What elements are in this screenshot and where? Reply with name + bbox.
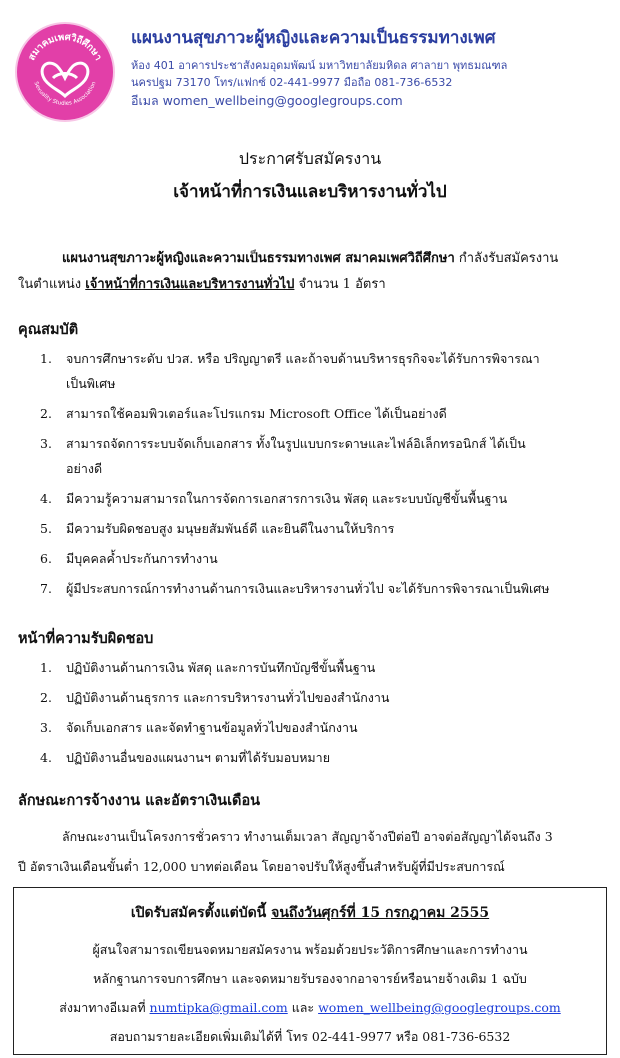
list-item: 3. สามารถจัดการระบบจัดเก็บเอกสาร ทั้งในรูปแบบกระดาษและไฟล์อิเล็กทรอนิกส์ ได้เป็น อย่างดี — [40, 436, 526, 476]
employment-paragraph — [18, 822, 603, 882]
logo-text-bottom: Sexuality Studies Association — [32, 81, 98, 107]
apply-line-2: หลักฐานการจบการศึกษา และจดหมายรับรองจากอาจารย์หรือนายจ้างเดิม 1 ฉบับ — [93, 971, 527, 986]
list-item: 6. มีบุคคลค้ำประกันการทำงาน — [40, 551, 218, 566]
intro-org-name: แผนงานสุขภาวะผู้หญิงและความเป็นธรรมทางเพศ สมาคมเพศวิถีศึกษา — [62, 251, 455, 266]
list-item: 1. จบการศึกษาระดับ ปวส. หรือ ปริญญาตรี และถ้าจบด้านบริหารธุรกิจจะได้รับการพิจารณา เป็นพิเศษ — [40, 351, 540, 391]
logo-graphic — [17, 24, 113, 120]
apply-line-3: ส่งมาทางอีเมลที่ numtipka@gmail.com และ women_wellbeing@googlegroups.com — [59, 1000, 561, 1015]
email-link-numtipka[interactable]: numtipka@gmail.com — [149, 1000, 288, 1015]
list-item: 5. มีความรับผิดชอบสูง มนุษยสัมพันธ์ดี และยินดีในงานให้บริการ — [40, 521, 395, 536]
list-item: 4. มีความรู้ความสามารถในการจัดการเอกสารการเงิน พัสดุ และระบบบัญชีขั้นพื้นฐาน — [40, 491, 508, 506]
intro-line-2 — [18, 272, 603, 298]
intro-text-3: จำนวน 1 อัตรา — [294, 277, 386, 292]
qualifications-list — [40, 346, 602, 601]
org-email: อีเมล women_wellbeing@googlegroups.com — [131, 93, 403, 108]
letterhead — [0, 0, 620, 120]
list-item: 1. ปฏิบัติงานด้านการเงิน พัสดุ และการบันทึกบัญชีขั้นพื้นฐาน — [40, 660, 376, 675]
association-logo — [15, 22, 115, 122]
intro-text-2: ในตำแหน่ง — [18, 277, 86, 292]
intro-line-1 — [18, 246, 603, 272]
intro-text-1: กำลังรับสมัครงาน — [454, 251, 559, 266]
apply-line-1: ผู้สนใจสามารถเขียนจดหมายสมัครงาน พร้อมด้วยประวัติการศึกษาและการทำงาน — [92, 942, 528, 957]
responsibilities-list — [40, 655, 602, 770]
heart-icon — [42, 63, 88, 96]
announcement-title: ประกาศรับสมัครงาน — [238, 149, 382, 168]
org-address-line-1: ห้อง 401 อาคารประชาสังคมอุดมพัฒน์ มหาวิทยาลัยมหิดล ศาลายา พุทธมณฑล — [131, 59, 508, 72]
list-item: 4. ปฏิบัติงานอื่นของแผนงานฯ ตามที่ได้รับมอบหมาย — [40, 750, 331, 765]
employment-heading: ลักษณะการจ้างงาน และอัตราเงินเดือน — [18, 792, 261, 809]
email-link-women-wellbeing[interactable]: women_wellbeing@googlegroups.com — [318, 1000, 561, 1015]
list-item: 2. สามารถใช้คอมพิวเตอร์และโปรแกรม Microsoft Office ได้เป็นอย่างดี — [40, 406, 447, 421]
responsibilities-heading: หน้าที่ความรับผิดชอบ — [18, 630, 154, 647]
intro-position: เจ้าหน้าที่การเงินและบริหารงานทั่วไป — [85, 277, 295, 292]
application-deadline: เปิดรับสมัครตั้งแต่บัดนี้ จนถึงวันศุกร์ที่ 15 กรกฎาคม 2555 — [130, 905, 490, 921]
intro-paragraph — [18, 246, 603, 298]
list-item: 3. จัดเก็บเอกสาร และจัดทำฐานข้อมูลทั่วไปของสำนักงาน — [40, 720, 358, 735]
org-address-line-2: นครปฐม 73170 โทร/แฟกซ์ 02-441-9977 มือถือ 081-736-6532 — [131, 76, 453, 89]
apply-line-4: สอบถามรายละเอียดเพิ่มเติมได้ที่ โทร 02-441-9977 หรือ 081-736-6532 — [109, 1029, 511, 1044]
qualifications-heading: คุณสมบัติ — [18, 321, 79, 338]
application-box — [13, 887, 607, 1055]
org-name: แผนงานสุขภาวะผู้หญิงและความเป็นธรรมทางเพศ — [131, 28, 496, 48]
employment-line-1: ลักษณะงานเป็นโครงการชั่วคราว ทำงานเต็มเวลา สัญญาจ้างปีต่อปี อาจต่อสัญญาได้จนถึง 3 — [62, 829, 553, 844]
employment-line-2: ปี อัตราเงินเดือนขั้นต่ำ 12,000 บาทต่อเดือน โดยอาจปรับให้สูงขึ้นสำหรับผู้ที่มีประสบการณ์ — [18, 859, 505, 874]
position-title: เจ้าหน้าที่การเงินและบริหารงานทั่วไป — [173, 182, 447, 202]
logo-text-top: สมาคมเพศวิถีศึกษา — [26, 31, 104, 63]
list-item: 2. ปฏิบัติงานด้านธุรการ และการบริหารงานทั่วไปของสำนักงาน — [40, 690, 390, 705]
list-item: 7. ผู้มีประสบการณ์การทำงานด้านการเงินและบริหารงานทั่วไป จะได้รับการพิจารณาเป็นพิเศษ — [40, 581, 550, 596]
